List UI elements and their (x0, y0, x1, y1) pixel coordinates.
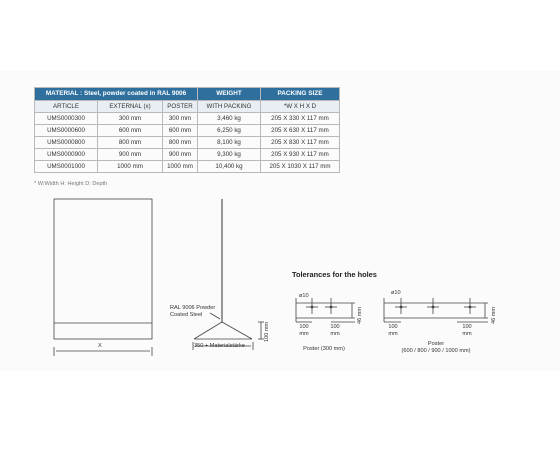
base-height-label: 100 mm (264, 321, 270, 342)
table-cell: UMS0000900 (35, 149, 98, 161)
right-height-label: 46 mm (491, 306, 497, 324)
right-dim-a: 100 (388, 324, 398, 330)
table-cell: 205 X 630 X 117 mm (261, 125, 340, 137)
column-header: ARTICLE (35, 101, 98, 113)
left-height-label: 46 mm (357, 306, 363, 324)
base-width-label: 350 + Materialstärke (194, 343, 245, 349)
right-caption-line2: (600 / 800 / 900 / 1000 mm) (401, 348, 471, 354)
column-header: EXTERNAL (x) (98, 101, 163, 113)
table-cell: 1000 mm (98, 161, 163, 173)
right-caption-line1: Poster (427, 341, 445, 347)
table-cell: 800 mm (163, 137, 198, 149)
table-cell: 900 mm (98, 149, 163, 161)
column-header: POSTER (163, 101, 198, 113)
table-cell: UMS0000600 (35, 125, 98, 137)
table-cell: 600 mm (163, 125, 198, 137)
packing-header: PACKING SIZE (261, 88, 340, 101)
left-dim-a: 100 (299, 324, 309, 330)
table-cell: 300 mm (163, 113, 198, 125)
left-caption: Poster (300 mm) (303, 346, 345, 352)
right-dim-b-unit: mm (462, 331, 472, 337)
table-cell: 205 X 930 X 117 mm (261, 149, 340, 161)
right-hole-diameter: ø10 (391, 290, 401, 296)
table-cell: 205 X 830 X 117 mm (261, 137, 340, 149)
table-cell: 600 mm (98, 125, 163, 137)
table-cell: 9,300 kg (198, 149, 261, 161)
table-cell: 3,460 kg (198, 113, 261, 125)
column-header: *W X H X D (261, 101, 340, 113)
table-cell: 8,100 kg (198, 137, 261, 149)
table-cell: 900 mm (163, 149, 198, 161)
left-hole-diameter: ø10 (299, 293, 309, 299)
table-cell: 300 mm (98, 113, 163, 125)
table-cell: 10,400 kg (198, 161, 261, 173)
right-dim-a-unit: mm (388, 331, 398, 337)
table-cell: UMS0000300 (35, 113, 98, 125)
front-view-x-label: X (98, 343, 102, 349)
tolerances-title: Tolerances for the holes (292, 270, 377, 279)
material-note-line1: RAL 9006 Powder (170, 305, 216, 311)
table-cell: 6,250 kg (198, 125, 261, 137)
right-dim-b: 100 (462, 324, 472, 330)
left-dim-b: 100 (330, 324, 340, 330)
left-dim-b-unit: mm (330, 331, 340, 337)
column-header: WITH PACKING (198, 101, 261, 113)
table-cell: UMS0001000 (35, 161, 98, 173)
front-view-frame (54, 199, 152, 339)
material-header: MATERIAL : Steel, powder coated in RAL 9006 (35, 88, 198, 101)
table-cell: 800 mm (98, 137, 163, 149)
table-cell: 205 X 1030 X 117 mm (261, 161, 340, 173)
material-note-line2: Coated Steel (170, 312, 203, 318)
weight-header: WEIGHT (198, 88, 261, 101)
footnote: * W:Width H: Height D: Depth (34, 181, 108, 187)
left-dim-a-unit: mm (299, 331, 309, 337)
table-cell: UMS0000800 (35, 137, 98, 149)
table-cell: 205 X 330 X 117 mm (261, 113, 340, 125)
table-cell: 1000 mm (163, 161, 198, 173)
